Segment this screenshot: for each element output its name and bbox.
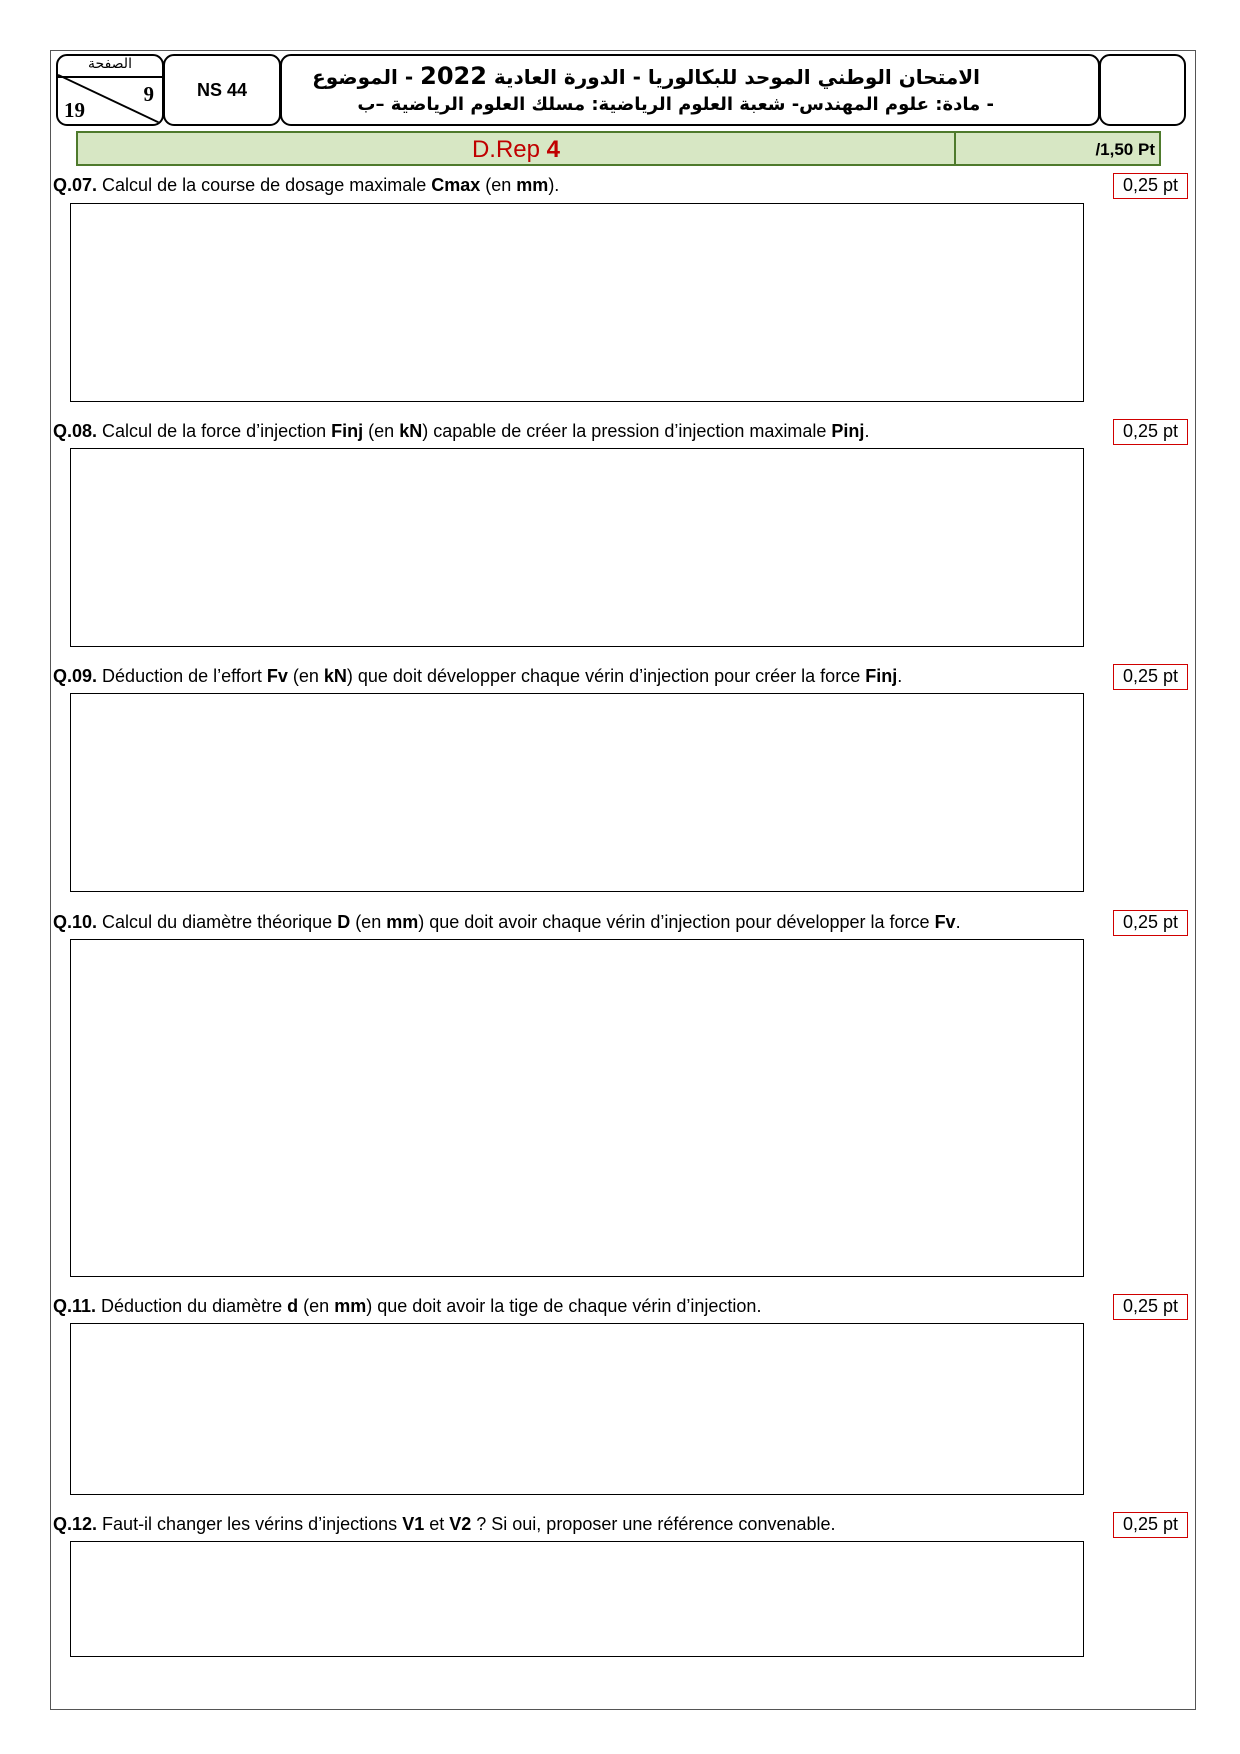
question-unit: kN: [323, 666, 347, 686]
question-q09: [53, 666, 902, 687]
question-text: (en: [287, 666, 324, 686]
page-label: الصفحة: [88, 56, 132, 72]
page-total: 19: [64, 98, 85, 122]
question-text: Calcul de la course de dosage maximale: [102, 175, 432, 195]
answer-box-q07[interactable]: [70, 203, 1084, 402]
question-id: Q.12.: [53, 1514, 98, 1534]
question-text: ) que doit avoir chaque vérin d’injection pour développer la force: [418, 912, 935, 932]
question-unit: mm: [334, 1296, 367, 1316]
points-badge: 0,25 pt: [1113, 1512, 1188, 1538]
question-text: .: [955, 912, 961, 932]
question-unit: mm: [516, 175, 549, 195]
points-badge: 0,25 pt: [1113, 419, 1188, 445]
question-text: (en: [363, 421, 400, 441]
exam-subject-line: - مادة: علوم المهندس- شعبة العلوم الرياضية: مسلك العلوم الرياضية –ب: [357, 94, 994, 115]
answer-box-q08[interactable]: [70, 448, 1084, 647]
drep-number: 4: [546, 136, 561, 163]
question-text: ).: [548, 175, 560, 195]
question-unit: kN: [399, 421, 423, 441]
question-term: Pinj: [831, 421, 865, 441]
header-blank-box: [1099, 54, 1186, 126]
exam-year: 2022: [420, 62, 487, 90]
question-text: .: [897, 666, 903, 686]
question-id: Q.08.: [53, 421, 98, 441]
question-text: Déduction de l’effort: [102, 666, 267, 686]
question-term: D: [337, 912, 351, 932]
question-id: Q.07.: [53, 175, 98, 195]
question-q11: [53, 1296, 761, 1317]
question-text: (en: [480, 175, 517, 195]
exam-title-text: الامتحان الوطني الموحد للبكالوريا - الدورة العادية: [493, 65, 980, 89]
drep-banner: [76, 131, 1161, 166]
question-text: ) capable de créer la pression d’injection maximale: [422, 421, 832, 441]
question-id: Q.09.: [53, 666, 98, 686]
question-text: Faut-il changer les vérins d’injections: [102, 1514, 403, 1534]
exam-title-box: [280, 54, 1100, 126]
exam-title-subject-word: - الموضوع: [312, 65, 414, 89]
question-term: Cmax: [431, 175, 481, 195]
drep-label: D.Rep: [471, 136, 540, 163]
question-text: .: [864, 421, 870, 441]
question-term: Finj: [331, 421, 364, 441]
question-term: V2: [449, 1514, 472, 1534]
question-text: ) que doit développer chaque vérin d’injection pour créer la force: [346, 666, 866, 686]
question-text: ) que doit avoir la tige de chaque vérin d’injection.: [366, 1296, 762, 1316]
question-text: Déduction du diamètre: [101, 1296, 288, 1316]
points-badge: 0,25 pt: [1113, 664, 1188, 690]
drep-divider: [954, 133, 956, 164]
points-badge: 0,25 pt: [1113, 1294, 1188, 1320]
question-q08: [53, 421, 869, 442]
drep-points: /1,50 Pt: [1095, 140, 1155, 159]
page-number-box: [56, 54, 164, 126]
exam-code-box: [163, 54, 281, 126]
answer-box-q12[interactable]: [70, 1541, 1084, 1657]
question-q10: [53, 912, 961, 933]
question-text: ? Si oui, proposer une référence convenable.: [471, 1514, 836, 1534]
question-text: (en: [350, 912, 387, 932]
points-badge: 0,25 pt: [1113, 173, 1188, 199]
answer-box-q11[interactable]: [70, 1323, 1084, 1495]
answer-box-q10[interactable]: [70, 939, 1084, 1277]
question-term: Finj: [865, 666, 898, 686]
points-badge: 0,25 pt: [1113, 910, 1188, 936]
answer-box-q09[interactable]: [70, 693, 1084, 892]
question-term: V1: [402, 1514, 425, 1534]
question-q12: [53, 1514, 836, 1535]
question-term: Fv: [266, 666, 288, 686]
question-text: (en: [298, 1296, 335, 1316]
drep-title: [78, 136, 954, 164]
exam-code: NS 44: [196, 80, 248, 100]
exam-title-line1: [312, 62, 980, 90]
question-text: Calcul du diamètre théorique: [102, 912, 338, 932]
question-unit: mm: [386, 912, 419, 932]
question-text: Calcul de la force d’injection: [102, 421, 332, 441]
question-q07: [53, 175, 559, 196]
question-text: et: [424, 1514, 450, 1534]
page-current: 9: [143, 82, 154, 106]
question-id: Q.11.: [53, 1296, 97, 1316]
question-term: d: [287, 1296, 299, 1316]
question-term: Fv: [934, 912, 956, 932]
question-id: Q.10.: [53, 912, 98, 932]
